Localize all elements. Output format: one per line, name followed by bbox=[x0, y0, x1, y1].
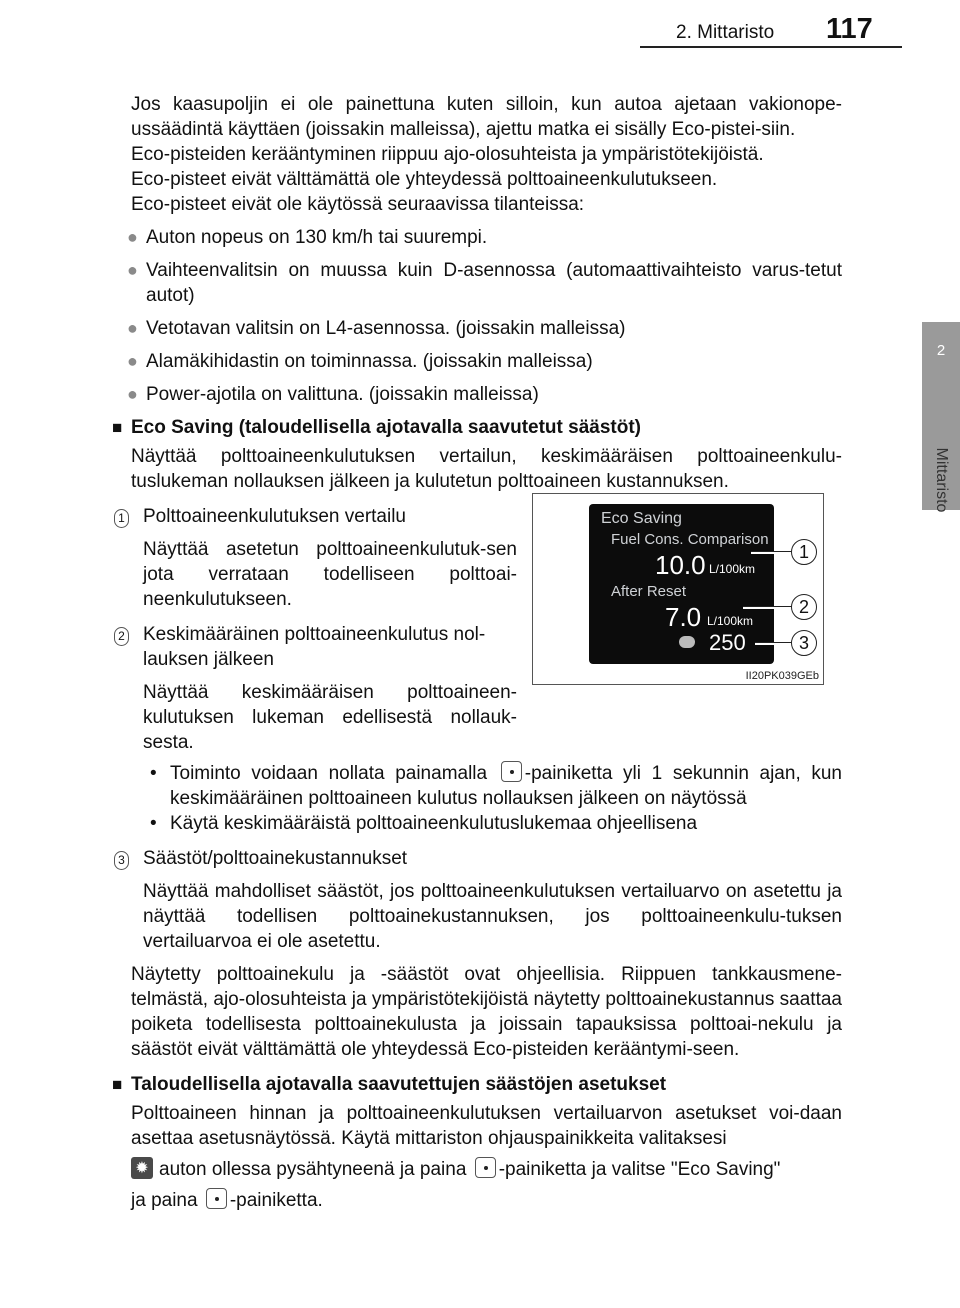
num-body bbox=[143, 846, 842, 954]
bullet-dot-icon: ● bbox=[127, 227, 138, 247]
heading-square-icon: ■ bbox=[112, 1075, 123, 1094]
numbered-item-1 bbox=[112, 504, 517, 612]
page-number: 117 bbox=[826, 13, 873, 45]
callout-line-3 bbox=[755, 642, 793, 645]
num-body bbox=[143, 622, 517, 755]
num-badge bbox=[112, 622, 143, 755]
item-3-title: Säästöt/polttoainekustannukset bbox=[143, 848, 408, 869]
number-2-icon: 2 bbox=[114, 627, 129, 646]
reset-unit: L/100km bbox=[707, 614, 754, 628]
figure-code: II20PK039GEb bbox=[745, 670, 819, 682]
bullet-item bbox=[127, 349, 842, 374]
enter-button-icon bbox=[206, 1188, 227, 1209]
callout-1: 1 bbox=[791, 539, 817, 565]
dash-item bbox=[150, 761, 842, 811]
callout-line-1 bbox=[751, 551, 793, 554]
bullet-text: Vetotavan valitsin on L4-asennossa. (joissakin malleissa) bbox=[146, 318, 626, 339]
bullet-text: Vaihteenvalitsin on muussa kuin D-asennossa (automaattivaihteisto varus-tetut autot) bbox=[146, 260, 842, 306]
reset-value: 7.0 bbox=[665, 602, 702, 632]
dash-2-text: Käytä keskimääräistä polttoaineenkulutuslukemaa ohjeellisena bbox=[170, 813, 698, 834]
display-screen bbox=[589, 504, 774, 664]
enter-button-icon bbox=[501, 761, 522, 782]
item-1-title: Polttoaineenkulutuksen vertailu bbox=[143, 506, 407, 527]
dash-1-text-a: Toiminto voidaan nollata painamalla bbox=[170, 763, 488, 784]
callout-3: 3 bbox=[791, 630, 817, 656]
bullet-dot-icon: ● bbox=[127, 384, 138, 404]
number-3-icon: 3 bbox=[114, 851, 129, 870]
side-tab-number: 2 bbox=[936, 342, 946, 359]
dash-bullet: • bbox=[150, 813, 157, 834]
left-column bbox=[112, 500, 517, 755]
savings-value: 250 bbox=[709, 630, 746, 655]
dash-list bbox=[150, 761, 842, 836]
bullet-dot-icon: ● bbox=[127, 260, 138, 280]
bullet-item bbox=[127, 225, 842, 250]
num-badge bbox=[112, 504, 143, 612]
header-rule bbox=[640, 46, 902, 48]
item-3-description: Näyttää mahdolliset säästöt, jos polttoaineenkulutuksen vertailuarvo on asetettu ja näyttää todellisen polttoainekustannuksen, jos polttoaineenkulu-tuksen vertailuarvoa ei ole asetettu. bbox=[143, 881, 842, 952]
item-1-description: Näyttää asetetun polttoaineenkulutuk-sen jota verrataan todelliseen polttoai-neenkulutukseen. bbox=[143, 539, 517, 610]
intro-paragraph-2: Eco-pisteiden kerääntyminen riippuu ajo-olosuhteista ja ympäristötekijöistä. bbox=[131, 144, 764, 165]
settings-2-text-b: -painiketta ja valitse "Eco Saving" bbox=[498, 1159, 781, 1180]
bullet-item bbox=[127, 316, 842, 341]
bullet-text: Alamäkihidastin on toiminnassa. (joissakin malleissa) bbox=[146, 351, 593, 372]
comparison-label: Fuel Cons. Comparison bbox=[611, 531, 769, 548]
bullet-text: Power-ajotila on valittuna. (joissakin malleissa) bbox=[146, 384, 539, 405]
item-2-description: Näyttää keskimääräisen polttoaineen-kulutuksen lukeman edellisestä nollauk-sesta. bbox=[143, 682, 517, 753]
eco-saving-heading-text: Eco Saving (taloudellisella ajotavalla saavutetut säästöt) bbox=[131, 417, 642, 438]
settings-heading-text: Taloudellisella ajotavalla saavutettujen säästöjen asetukset bbox=[131, 1074, 667, 1095]
bullet-dot-icon: ● bbox=[127, 351, 138, 371]
dash-item bbox=[150, 811, 842, 836]
dash-1-text-b: -painiketta yli 1 sekunnin ajan, kun keskimääräinen polttoaineen kulutus nollauksen jälkeen on näytössä bbox=[170, 763, 842, 809]
comparison-value: 10.0 bbox=[655, 550, 706, 580]
callout-line-2 bbox=[743, 606, 793, 609]
number-1-icon: 1 bbox=[114, 509, 129, 528]
bullet-text: Auton nopeus on 130 km/h tai suurempi. bbox=[146, 227, 488, 248]
numbered-item-2 bbox=[112, 622, 517, 755]
enter-button-icon bbox=[475, 1157, 496, 1178]
settings-3-text-b: -painiketta. bbox=[229, 1190, 323, 1211]
callout-2: 2 bbox=[791, 594, 817, 620]
num-body bbox=[143, 504, 517, 612]
screen-title: Eco Saving bbox=[601, 510, 682, 527]
eco-saving-figure bbox=[532, 493, 824, 685]
comparison-unit: L/100km bbox=[709, 562, 756, 576]
settings-2-text-a: auton ollessa pysähtyneenä ja paina bbox=[159, 1159, 467, 1180]
section-title: 2. Mittaristo bbox=[676, 22, 775, 43]
side-tab-label-text: Mittaristo bbox=[933, 447, 950, 513]
reset-label: After Reset bbox=[611, 583, 687, 600]
intro-paragraph-3: Eco-pisteet eivät välttämättä ole yhteydessä polttoaineenkulutukseen. bbox=[131, 169, 718, 190]
item-2-title: Keskimääräinen polttoaineenkulutus nol-lauksen jälkeen bbox=[143, 624, 486, 670]
bullet-item bbox=[127, 258, 842, 308]
dash-text bbox=[170, 761, 842, 811]
side-tab-label bbox=[922, 440, 960, 520]
eco-saving-heading bbox=[112, 415, 842, 440]
settings-heading bbox=[112, 1072, 842, 1097]
intro-paragraph-1: Jos kaasupoljin ei ole painettuna kuten silloin, kun autoa ajetaan vakionope-ussäädintä käyttäen (joissakin malleissa), ajettu matka ei sisälly Eco-pistei-siin. bbox=[131, 94, 842, 140]
settings-paragraph-1: Polttoaineen hinnan ja polttoaineenkulutuksen vertailuarvon asetukset voi-daan asettaa asetusnäytössä. Käytä mittariston ohjauspainikkeita valitaksesi bbox=[131, 1103, 842, 1149]
gear-settings-icon bbox=[131, 1157, 153, 1179]
num-badge bbox=[112, 846, 143, 954]
settings-paragraph-3 bbox=[131, 1188, 842, 1213]
bullet-item bbox=[127, 382, 842, 407]
eco-saving-note: Näytetty polttoainekulu ja -säästöt ovat ohjeellisia. Riippuen tankkausmene-telmästä, ajo-olosuhteista ja ympäristötekijöistä näytetty polttoainekustannus saattaa poiketa todellisesta polttoainekulusta ja joissain tapauksissa polttoai-nekulu ja säästöt eivät välttämättä ole yhteydessä Eco-pisteiden kerääntymi-seen. bbox=[131, 964, 842, 1060]
settings-paragraph-2 bbox=[131, 1157, 842, 1182]
numbered-item-3 bbox=[112, 846, 842, 954]
coin-icon bbox=[679, 636, 695, 648]
settings-3-text-a: ja paina bbox=[131, 1190, 198, 1211]
intro-paragraph-4: Eco-pisteet eivät ole käytössä seuraavissa tilanteissa: bbox=[131, 194, 585, 215]
eco-saving-description: Näyttää polttoaineenkulutuksen vertailun, keskimääräisen polttoaineenkulu-tuslukeman nollauksen jälkeen ja kulutetun polttoaineen kustannuksen. bbox=[131, 446, 842, 492]
dash-bullet: • bbox=[150, 763, 157, 784]
bullet-dot-icon: ● bbox=[127, 318, 138, 338]
heading-square-icon: ■ bbox=[112, 418, 123, 437]
